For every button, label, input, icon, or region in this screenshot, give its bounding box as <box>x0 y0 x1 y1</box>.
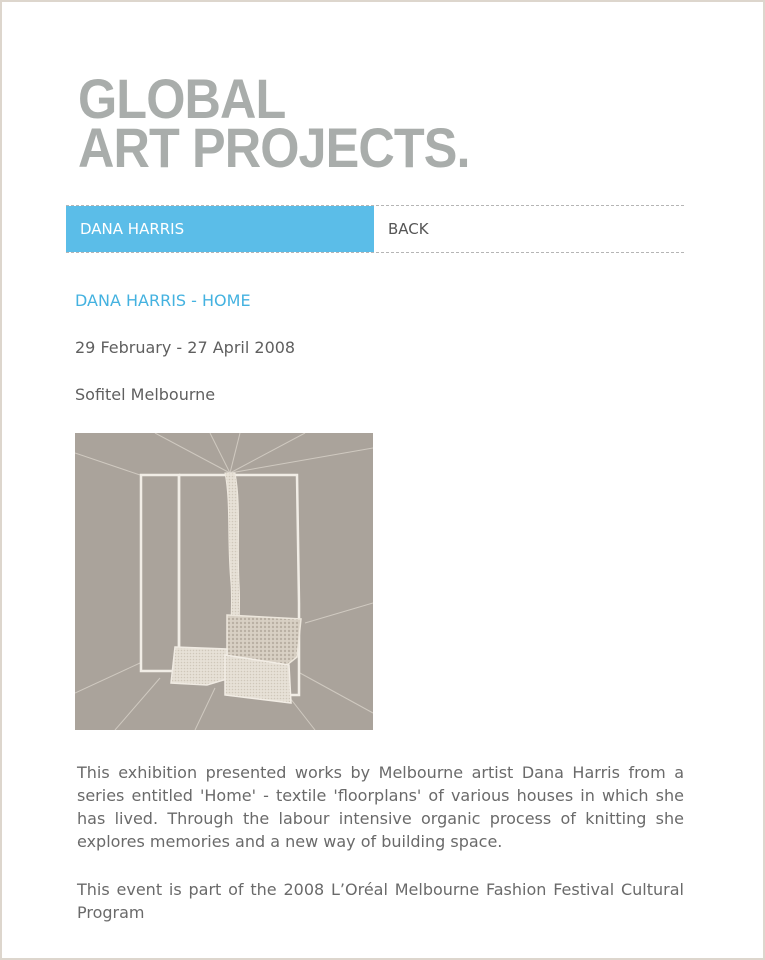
exhibition-title: DANA HARRIS - HOME <box>75 291 251 310</box>
site-logo[interactable] <box>78 67 470 179</box>
logo-line-1: GLOBAL <box>78 67 286 130</box>
exhibition-venue: Sofitel Melbourne <box>75 385 216 404</box>
exhibition-description: This exhibition presented works by Melbourne artist Dana Harris from a series entitled 'Home' - textile 'floorplans' of various houses in which she has lived. Through the labour intensive organic process of knitting she explores memories and a new way of building space. <box>77 763 684 851</box>
nav-bar <box>66 205 684 253</box>
exhibition-dates: 29 February - 27 April 2008 <box>75 338 296 357</box>
knitted-textile-image <box>75 433 373 730</box>
exhibition-note: This event is part of the 2008 L’Oréal Melbourne Fashion Festival Cultural Program <box>77 880 684 922</box>
artwork-image <box>75 433 373 730</box>
back-link[interactable]: BACK <box>388 220 429 238</box>
nav-item-dana-harris[interactable]: DANA HARRIS <box>66 206 374 252</box>
logo-line-2: ART PROJECTS. <box>78 116 470 179</box>
